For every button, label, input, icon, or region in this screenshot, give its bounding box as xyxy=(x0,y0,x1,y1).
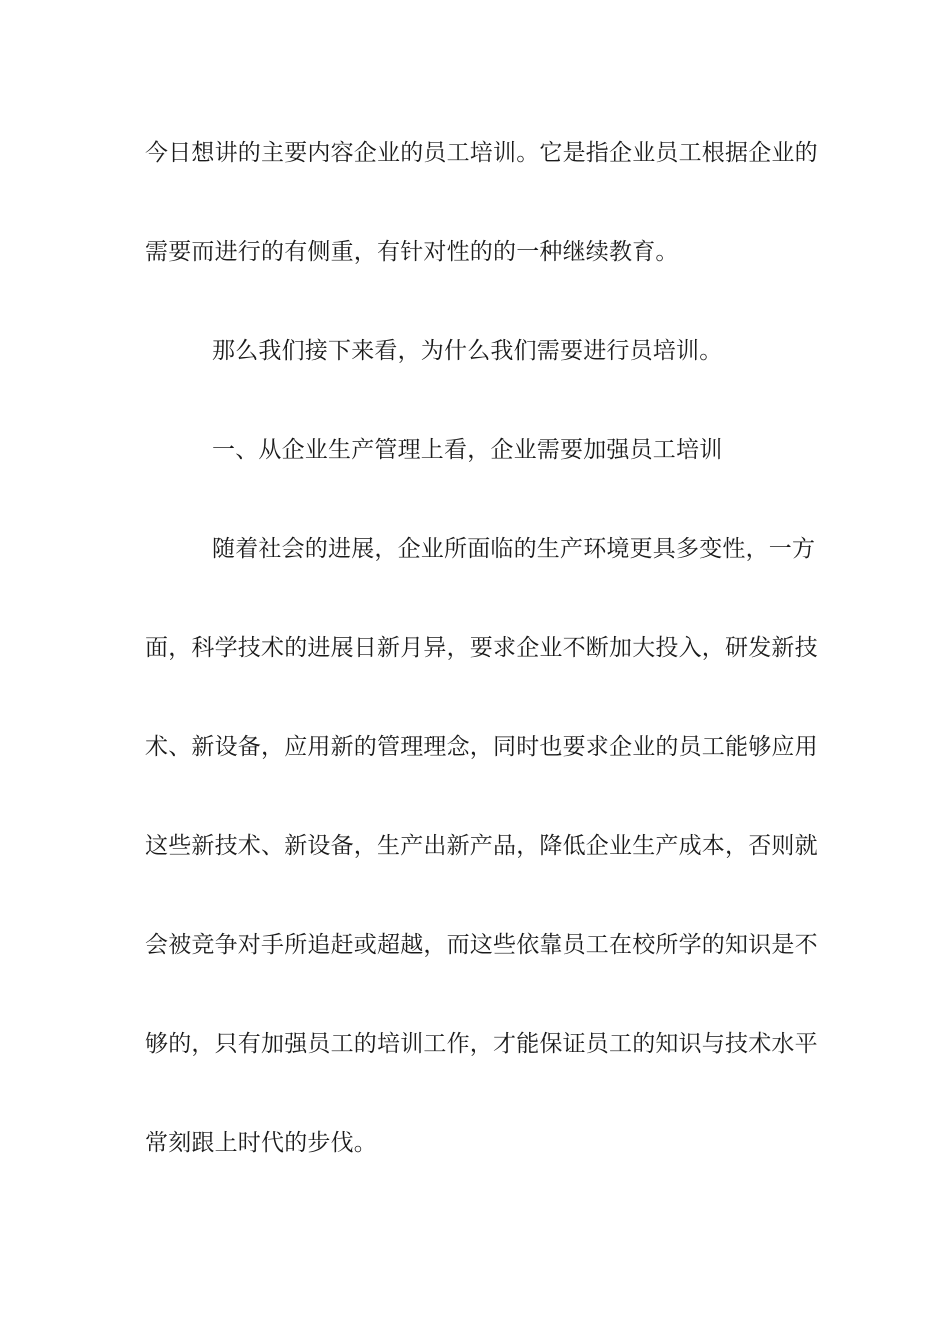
paragraph-line: 够的，只有加强员工的培训工作，才能保证员工的知识与技术水平 xyxy=(145,1031,818,1057)
paragraph-line: 术、新设备，应用新的管理理念，同时也要求企业的员工能够应用 xyxy=(145,734,818,760)
paragraph-line: 今日想讲的主要内容企业的员工培训。它是指企业员工根据企业的 xyxy=(145,140,818,166)
paragraph-line: 这些新技术、新设备，生产出新产品，降低企业生产成本，否则就 xyxy=(145,833,818,859)
paragraph-line: 会被竞争对手所追赶或超越，而这些依靠员工在校所学的知识是不 xyxy=(145,932,818,958)
paragraph-line: 面，科学技术的进展日新月异，要求企业不断加大投入，研发新技 xyxy=(145,635,818,661)
paragraph-line: 需要而进行的有侧重，有针对性的的一种继续教育。 xyxy=(145,239,679,265)
paragraph-line: 那么我们接下来看，为什么我们需要进行员培训。 xyxy=(212,338,723,364)
paragraph-line: 常刻跟上时代的步伐。 xyxy=(145,1130,377,1156)
paragraph-line: 随着社会的进展，企业所面临的生产环境更具多变性，一方 xyxy=(212,536,816,562)
section-heading: 一、从企业生产管理上看，企业需要加强员工培训 xyxy=(212,437,723,463)
